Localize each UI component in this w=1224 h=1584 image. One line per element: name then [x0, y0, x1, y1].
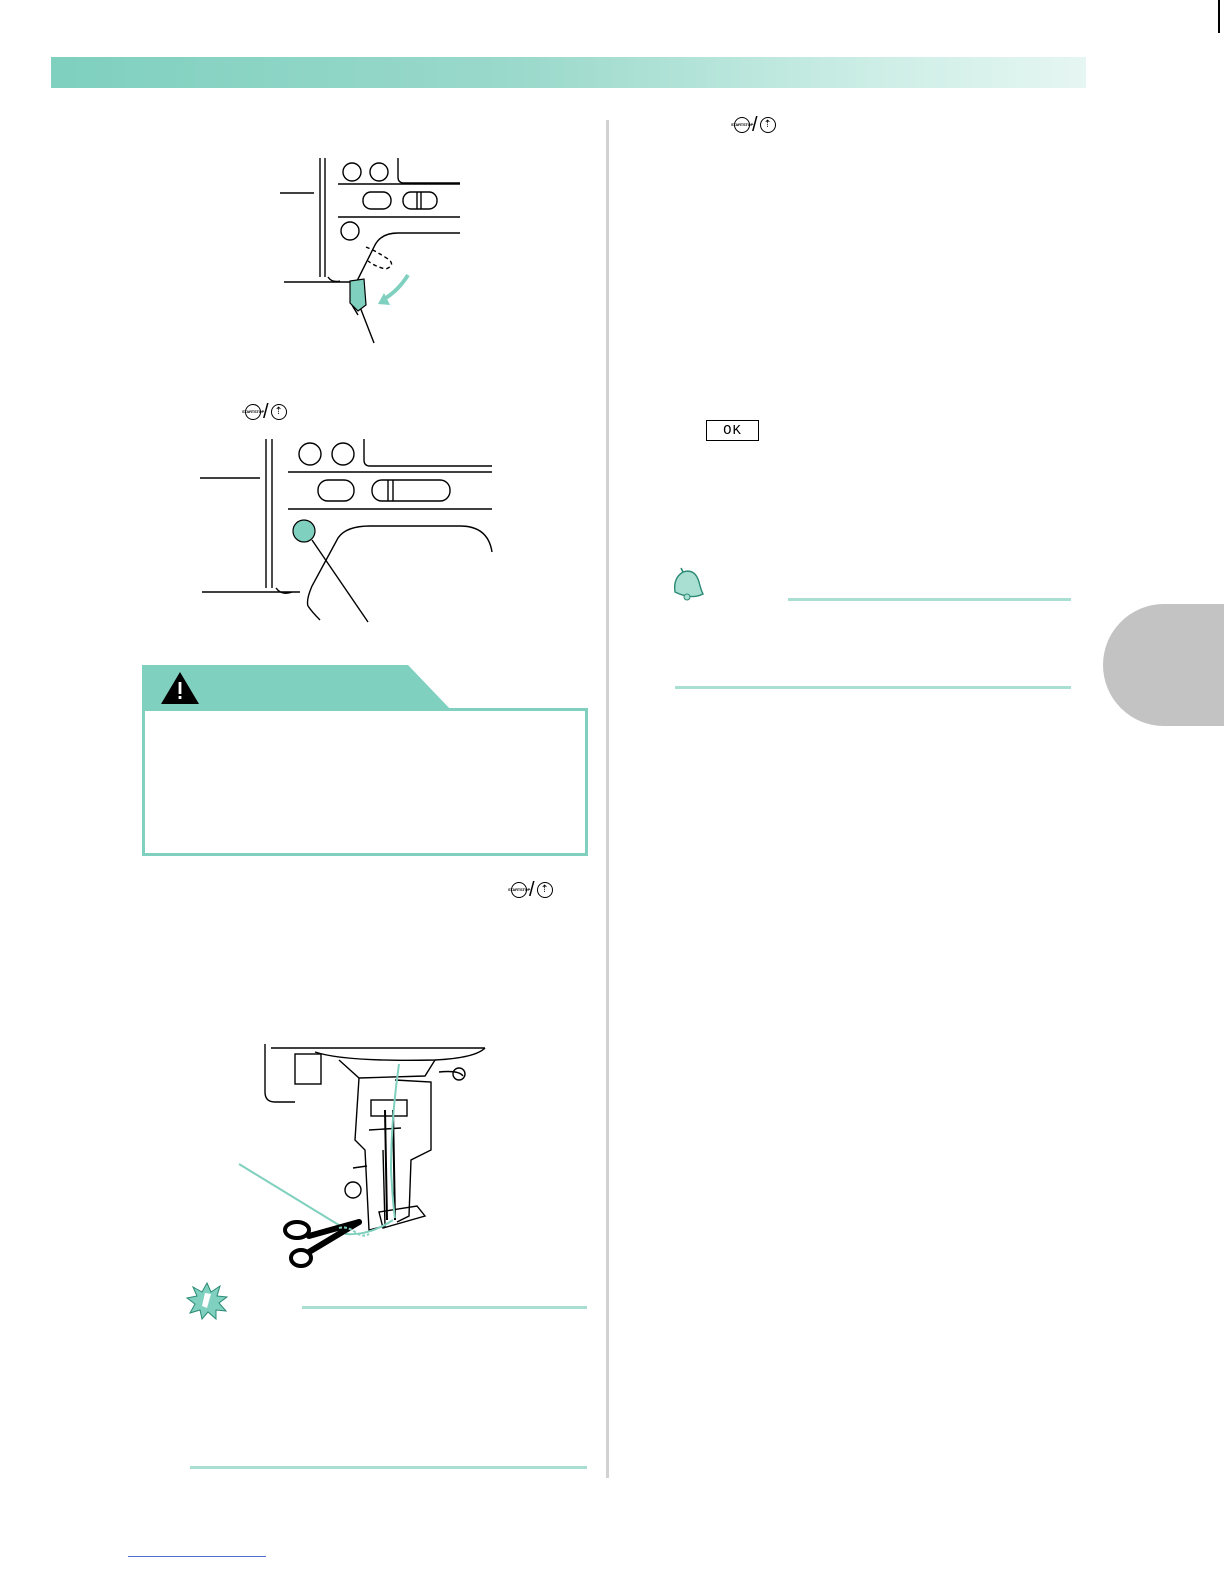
crop-mark — [1218, 0, 1220, 33]
button-illustration — [200, 436, 500, 626]
slash: / — [752, 114, 758, 136]
start-stop-needle-icons — [241, 401, 287, 423]
start-stop-button-icon: START STOP — [245, 404, 261, 420]
ok-key: OK — [706, 420, 759, 441]
start-stop-button-icon: START STOP — [511, 882, 527, 898]
needle-position-button-icon: ⇡ — [537, 882, 553, 898]
needle-position-button-icon: ⇡ — [271, 404, 287, 420]
chapter-side-tab — [1103, 604, 1224, 726]
start-stop-needle-icons-3 — [730, 114, 776, 136]
footer-link-underline — [128, 1556, 266, 1557]
bell-icon — [665, 566, 705, 602]
caution-tab — [142, 665, 452, 711]
scissors-icon — [285, 1222, 369, 1266]
column-divider — [606, 120, 609, 1478]
slash: / — [263, 401, 269, 423]
header-band — [51, 57, 1086, 88]
needle-position-button-icon: ⇡ — [760, 117, 776, 133]
start-stop-needle-icons-2 — [507, 879, 553, 901]
slash: / — [529, 879, 535, 901]
note-top-rule — [788, 598, 1071, 601]
starburst-icon — [186, 1282, 228, 1320]
lever-illustration — [280, 155, 470, 345]
caution-box — [142, 708, 588, 856]
start-stop-button-icon: START STOP — [734, 117, 750, 133]
presser-foot-illustration — [235, 1040, 490, 1275]
note-bottom-rule — [675, 686, 1071, 689]
important-top-rule — [302, 1306, 587, 1309]
important-bottom-rule — [190, 1466, 587, 1469]
